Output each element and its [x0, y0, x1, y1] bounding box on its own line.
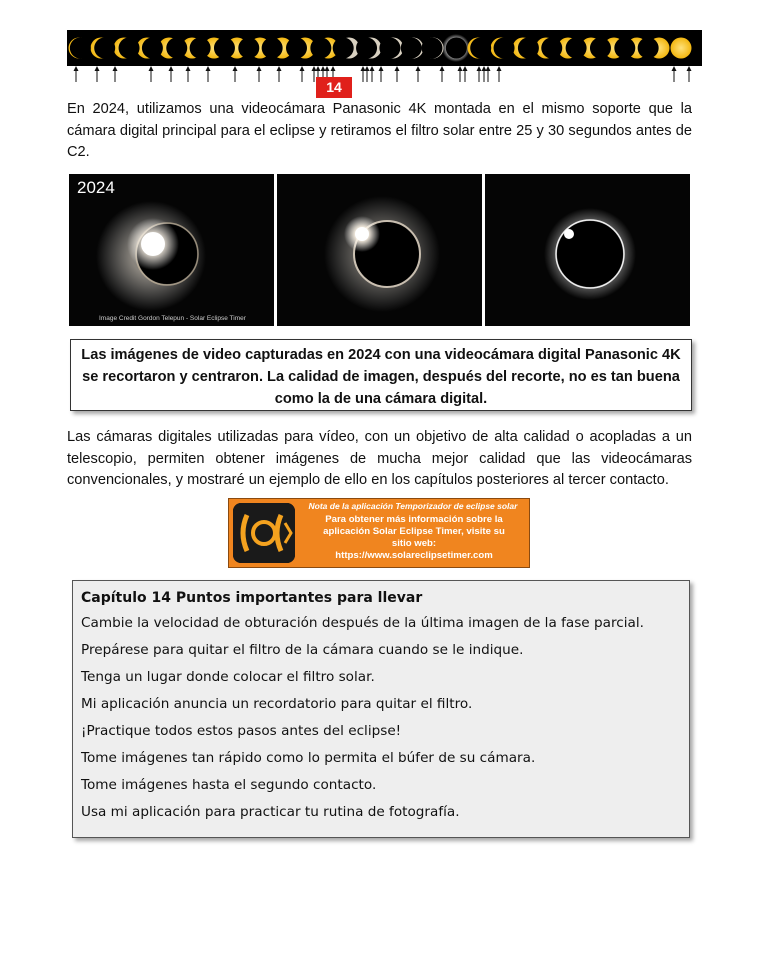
timing-arrow-head — [169, 66, 174, 71]
timing-arrow-head — [300, 66, 305, 71]
key-point-item: Prepárese para quitar el filtro de la cámara cuando se le indique. — [81, 642, 524, 658]
promo-line: aplicación Solar Eclipse Timer, visite su — [323, 526, 505, 537]
promo-line: sitio web: — [391, 538, 437, 549]
moon-disc — [238, 38, 259, 59]
timing-arrow-head — [325, 66, 330, 71]
timing-arrow-head — [113, 66, 118, 71]
key-point-item: Tome imágenes tan rápido como lo permita el búfer de su cámara. — [81, 750, 536, 766]
chapter-key-points-box — [72, 580, 690, 838]
moon-disc — [70, 38, 91, 59]
timing-arrow-head — [312, 66, 317, 71]
promo-line: Para obtener más información sobre la — [325, 514, 503, 525]
moon-disc — [379, 38, 400, 59]
promo-header: Nota de la aplicación Temporizador de eclipse solar — [308, 501, 518, 511]
timing-arrow-head — [486, 66, 491, 71]
timing-arrow-head — [277, 66, 282, 71]
timing-arrow-head — [687, 66, 692, 71]
moon-disc — [142, 38, 163, 59]
moon-disc — [590, 38, 611, 59]
timing-arrow-head — [370, 66, 375, 71]
moon-disc — [638, 38, 659, 59]
key-point-item: Tenga un lugar donde colocar el filtro solar. — [81, 669, 375, 685]
timing-arrow-head — [95, 66, 100, 71]
timing-arrow-head — [365, 66, 370, 71]
body-paragraph: Las cámaras digitales utilizadas para vídeo, con un objetivo de alta calidad o acopladas a un telescopio, permiten obtener imágenes de mucha mejor calidad que las videocámaras convencionales, y mostraré un ejemplo de ello en los capítulos posteriores al tercer contacto. — [67, 429, 692, 488]
moon-disc — [518, 38, 539, 59]
key-point-item: Usa mi aplicación para practicar tu rutina de fotografía. — [81, 804, 460, 820]
eclipse-photo-1 — [69, 174, 274, 326]
page-number-badge: 14 — [316, 77, 352, 98]
promo-body — [303, 514, 525, 562]
moon-disc — [333, 38, 354, 59]
moon-disc — [446, 38, 467, 59]
timing-arrow-head — [316, 66, 321, 71]
moon-disc — [614, 38, 635, 59]
app-promo-box — [228, 498, 530, 568]
moon-disc — [214, 38, 235, 59]
key-points-title: Capítulo 14 Puntos importantes para llevar — [81, 590, 423, 606]
timing-arrow-head — [497, 66, 502, 71]
timing-arrow-head — [233, 66, 238, 71]
timing-arrow-head — [440, 66, 445, 71]
key-point-item: Cambie la velocidad de obturación después de la última imagen de la fase parcial. — [81, 615, 644, 631]
photo-caption: Las imágenes de video capturadas en 2024 con una videocámara digital Panasonic 4K se recortaron y centraron. La calidad de imagen, después del recorte, no es tan buena como la de una cámara digital. — [70, 339, 692, 411]
timing-arrow-head — [186, 66, 191, 71]
moon-disc — [119, 38, 140, 59]
timing-arrow-head — [477, 66, 482, 71]
timing-arrow-head — [379, 66, 384, 71]
moon-disc — [401, 38, 422, 59]
timing-arrow-head — [74, 66, 79, 71]
timing-arrow-head — [149, 66, 154, 71]
key-point-item: Tome imágenes hasta el segundo contacto. — [81, 777, 377, 793]
moon-disc — [356, 38, 377, 59]
moon-disc — [190, 38, 211, 59]
timing-arrow-head — [458, 66, 463, 71]
timing-arrow-head — [395, 66, 400, 71]
timing-arrows — [67, 66, 702, 86]
image-credit: Image Credit Gordon Telepun - Solar Eclipse Timer — [99, 315, 246, 322]
timing-arrow-head — [257, 66, 262, 71]
timing-arrow-head — [331, 66, 336, 71]
key-point-item: Mi aplicación anuncia un recordatorio para quitar el filtro. — [81, 696, 473, 712]
moon-disc — [566, 38, 587, 59]
timing-arrow-head — [206, 66, 211, 71]
timing-arrow-head — [463, 66, 468, 71]
moon-disc — [286, 38, 307, 59]
moon-disc — [494, 38, 515, 59]
moon-disc — [422, 38, 443, 59]
eclipse-sequence-strip — [67, 30, 702, 66]
timing-arrow-head — [321, 66, 326, 71]
year-label: 2024 — [77, 178, 115, 197]
moon-disc — [94, 38, 115, 59]
moon-disc — [470, 38, 491, 59]
moon-disc — [166, 38, 187, 59]
moon-disc — [310, 38, 331, 59]
sun-phase — [671, 38, 692, 59]
intro-paragraph: En 2024, utilizamos una videocámara Panasonic 4K montada en el mismo soporte que la cámara digital principal para el eclipse y retiramos el filtro solar entre 25 y 30 segundos antes de C2. — [67, 101, 692, 160]
timing-arrow-head — [416, 66, 421, 71]
promo-website-link[interactable]: https://www.solareclipsetimer.com — [335, 550, 493, 561]
eclipse-photo-2 — [277, 174, 482, 326]
timing-arrow-head — [672, 66, 677, 71]
key-point-item: ¡Practique todos estos pasos antes del eclipse! — [81, 723, 402, 739]
moon-disc — [541, 38, 562, 59]
timing-arrow-head — [361, 66, 366, 71]
timing-arrow-head — [482, 66, 487, 71]
moon-disc — [262, 38, 283, 59]
eclipse-photo-3 — [485, 174, 690, 326]
solar-eclipse-timer-logo-icon — [233, 503, 295, 563]
